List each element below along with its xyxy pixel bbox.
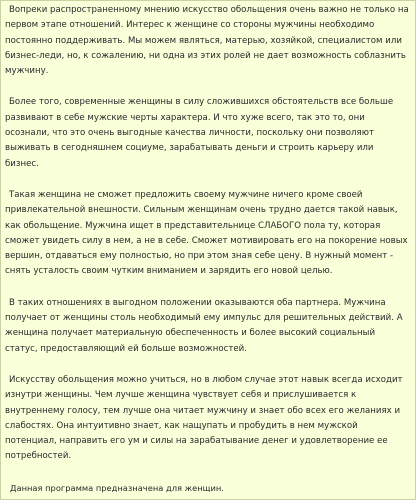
program-note: Данная программа предназначена для женщин. <box>10 482 224 493</box>
article-paragraph-2: Более того, современные женщины в силу сложившихся обстоятельств все больше развивают в себе мужские черты характера. И что хуже всего, так это то, они осознали, что это очень выгодные качества личности, поскольку они позволяют выживать в сегодняшнем социуме, зарабатывать деньги и строить карьеру или бизнес. <box>5 97 394 169</box>
article-paragraph-3: Такая женщина не сможет предложить своему мужчине ничего кроме своей привлекательной внешности. Сильным женщинам очень трудно дается такой навык, как обольщение. Мужчина ищет в представительнице СЛАБОГО пола ту, которая сможет увидеть силу в нем, а не в себе. Сможет мотивировать его на покорение новых вершин, отдаваться ему полностью, но при этом зная себе цену. В нужный момент - снять усталость своим чутким вниманием и зарядить его новой целью. <box>5 189 408 277</box>
article-paragraph-5: Искусству обольщения можно учиться, но в любом случае этот навык всегда исходит изнутри женщины. Чем лучше женщина чувствует себя и прислушивается к внутреннему голосу, тем лучше она читает мужчину и знает обо всех его желаниях и слабостях. Она интуитивно знает, как нащупать и пробудить в нем мужской потенциал, направить его ум и силы на зарабатывание денег и удовлетворение ее потребностей. <box>5 374 403 462</box>
article-paragraph-1: Вопреки распространенному мнению искусство обольщения очень важно не только на первом этапе отношений. Интерес к женщине со стороны мужчины необходимо постоянно поддерживать. Мы можем являться, матерью, хозяйкой, специалистом или бизнес-леди, но, к сожалению, ни одна из этих ролей не дает возможность соблазнить мужчину. <box>5 5 409 77</box>
article-paragraph-4: В таких отношениях в выгодном положении оказываются оба партнера. Мужчина получает от женщины столь необходимый ему импульс для решительных действий. А женщина получает материальную обеспеченность и более высокий социальный статус, предоставляющий ей больше возможностей. <box>5 297 403 354</box>
